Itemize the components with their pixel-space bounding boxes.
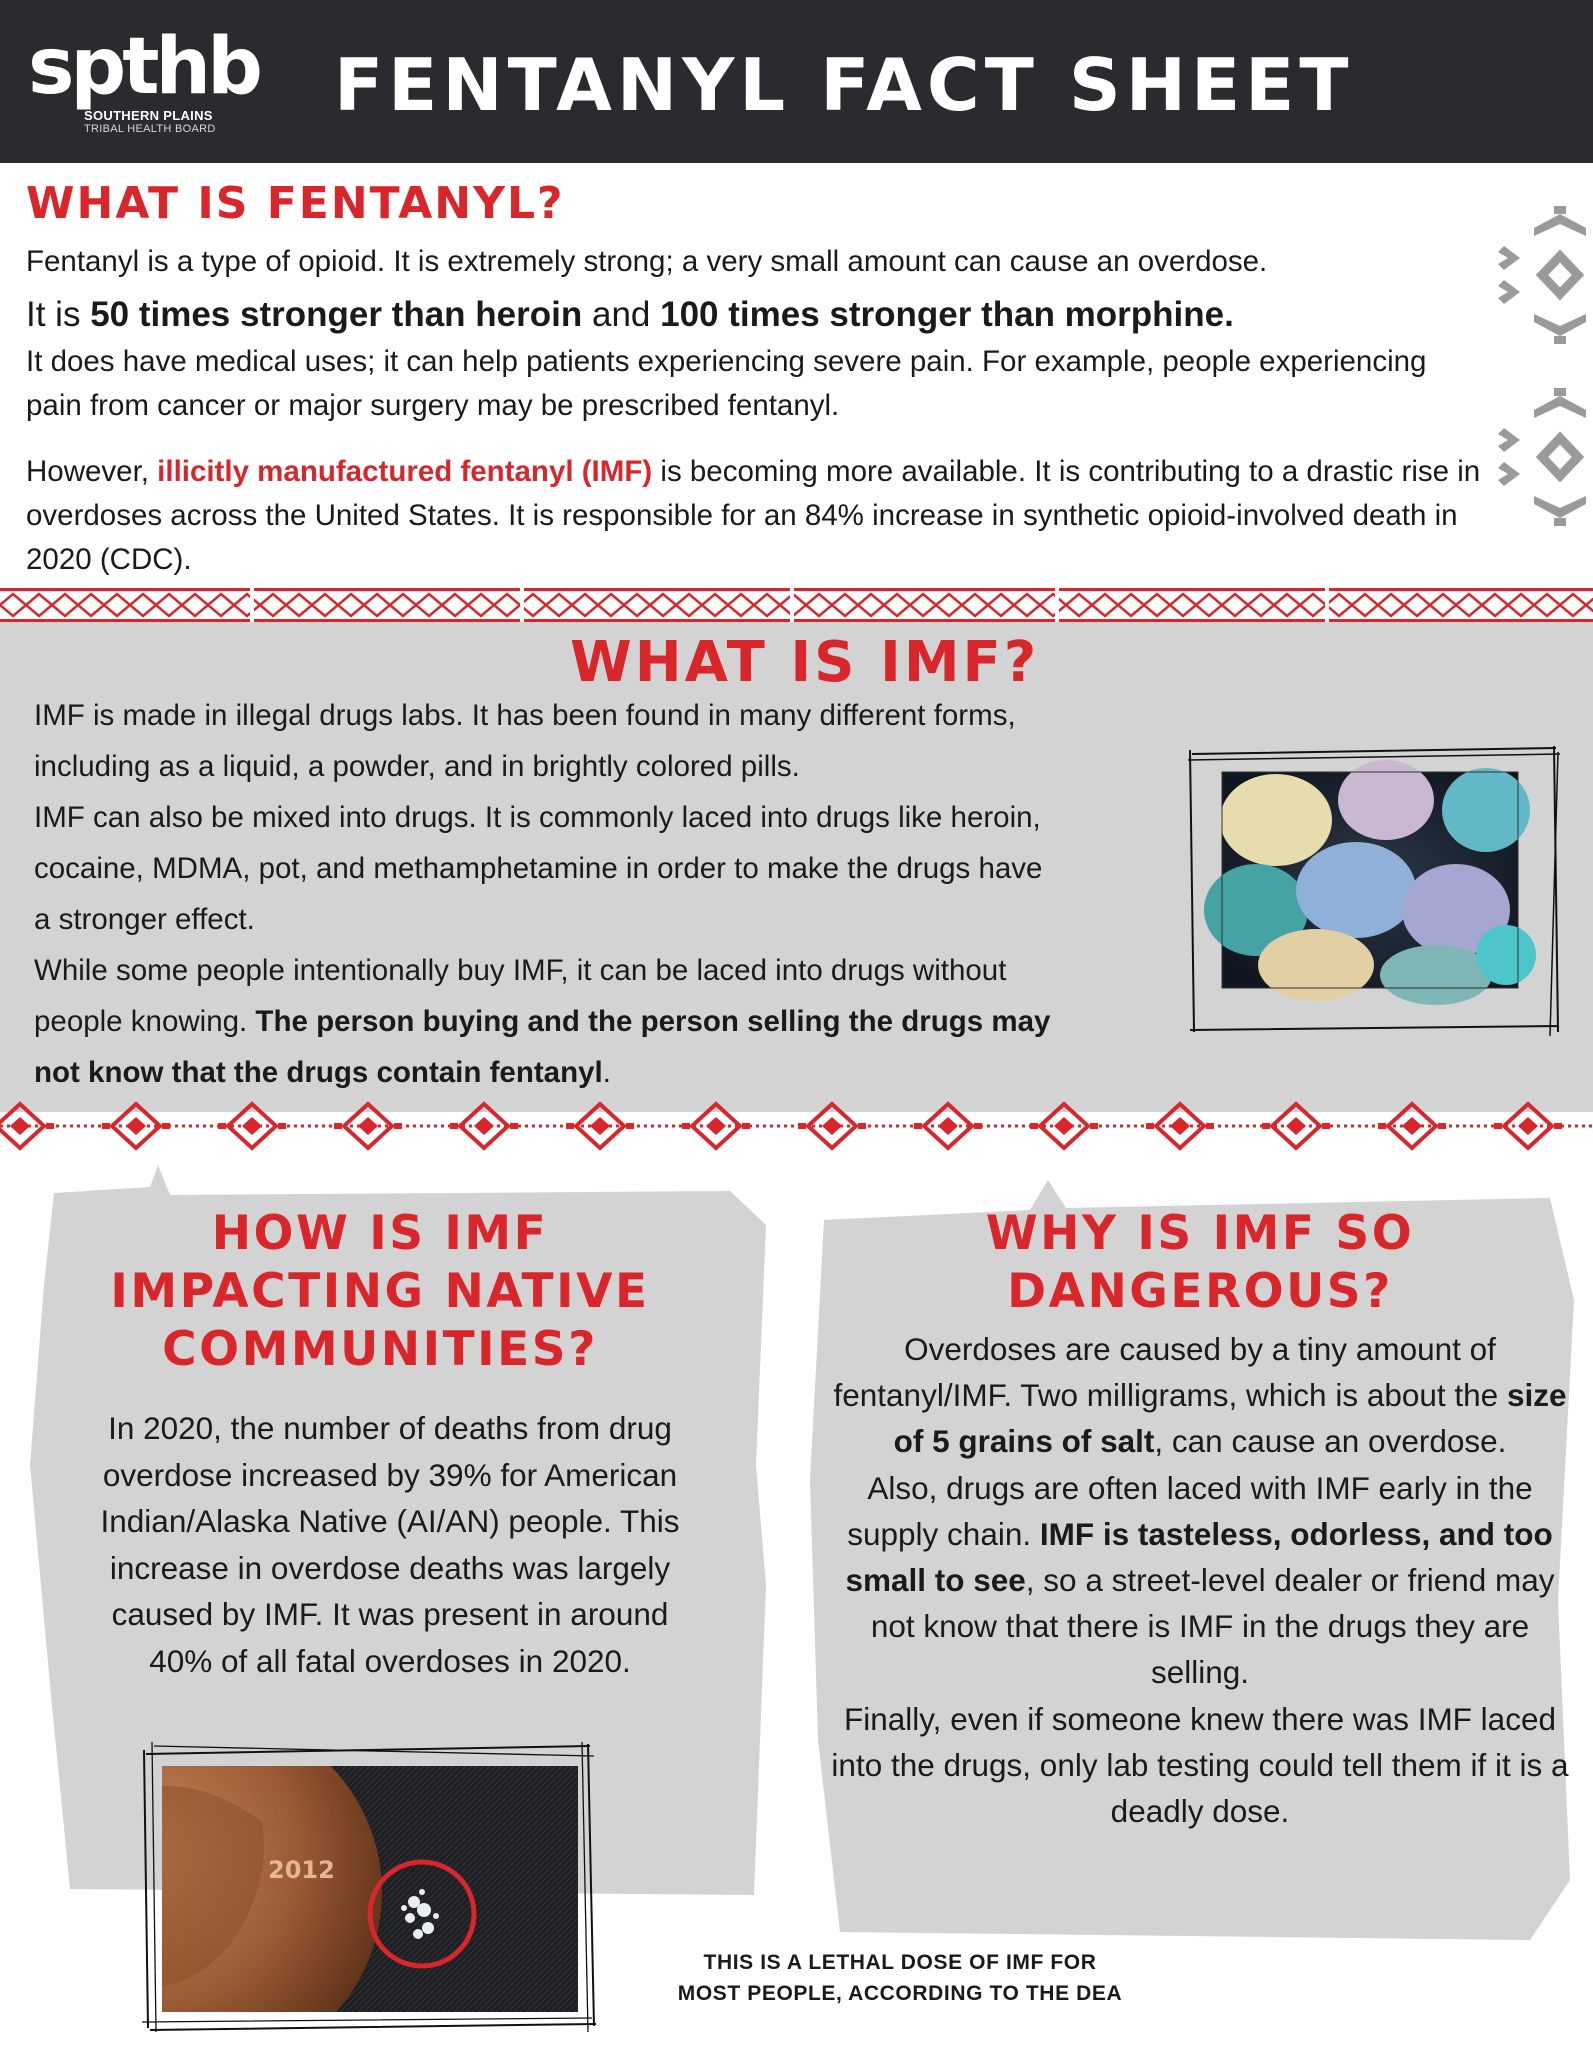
why-dangerous-text: Overdoses are caused by a tiny amount of fentanyl/IMF. Two milligrams, which is about the size of 5 grains of salt, can cause an overdose. Also, drugs are often laced with IMF early in the supply chain. IMF is tasteless, odorless, and too small to see, so a street-level dealer or friend may not know that there is IMF in the drugs they are selling. Finally, even if someone knew there was IMF laced into the drugs, only lab testing could tell them if it is a deadly dose. (831, 1331, 1569, 1830)
penny-lethal-dose-photo (142, 1742, 598, 2032)
divider-motif (914, 1104, 982, 1148)
divider-motif (566, 1104, 634, 1148)
pattern-divider-middle (0, 1098, 1593, 1154)
native-communities-text: In 2020, the number of deaths from drug overdose increased by 39% for American Indian/Alaska Native (AI/AN) people. This increase in overdose deaths was largely caused by IMF. It was present in around 40% of all fatal overdoses in 2020. (100, 1410, 680, 1679)
tribal-motif-decoration (1494, 388, 1593, 526)
org-logo (28, 22, 259, 140)
section-native-communities-title: HOW IS IMF IMPACTING NATIVE COMMUNITIES? (110, 1206, 650, 1377)
divider-motif (218, 1104, 286, 1148)
penny-caption: THIS IS A LETHAL DOSE OF IMF FOR MOST PEOPLE, ACCORDING TO THE DEA (677, 1951, 1123, 2005)
section-what-is-fentanyl-title: WHAT IS FENTANYL? (26, 178, 565, 229)
divider-motif (1146, 1104, 1214, 1148)
fentanyl-medical-use-text: It does have medical uses; it can help patients experiencing severe pain. For example, people experiencing pain from cancer or major surgery may be prescribed fentanyl. (26, 345, 1427, 422)
fentanyl-strength-text: It is 50 times stronger than heroin and 100 times stronger than morphine. (26, 295, 1234, 334)
pattern-divider-top (0, 588, 1593, 622)
logo-org-subname: TRIBAL HEALTH BOARD (84, 123, 216, 135)
divider-motif (798, 1104, 866, 1148)
section-what-is-imf-title: WHAT IS IMF? (570, 630, 1040, 695)
divider-motif (1494, 1104, 1562, 1148)
what-is-imf-text: IMF is made in illegal drugs labs. It has been found in many different forms, including as a liquid, a powder, and in brightly colored pills. IMF can also be mixed into drugs. It is commonly laced into drugs like heroin, cocaine, MDMA, pot, and methamphetamine in order to make the drugs have a stronger effect. While some people intentionally buy IMF, it can be laced into drugs without people knowing. The person buying and the person selling the drugs may not know that the drugs contain fentanyl. (34, 699, 1051, 1089)
logo-mark: spthb (28, 22, 259, 112)
pills-photo (1186, 740, 1562, 1036)
penny-year: 2012 (268, 1856, 335, 1884)
fentanyl-intro-text: Fentanyl is a type of opioid. It is extremely strong; a very small amount can cause an overdose. (26, 245, 1268, 278)
divider-motif (1378, 1104, 1446, 1148)
page-title: FENTANYL FACT SHEET (334, 43, 1354, 127)
section-why-dangerous-title: WHY IS IMF SO DANGEROUS? (985, 1206, 1415, 1319)
divider-motif (682, 1104, 750, 1148)
divider-motif (102, 1104, 170, 1148)
tribal-motif-decoration (1494, 206, 1593, 344)
logo-org-name: SOUTHERN PLAINS (84, 108, 213, 123)
divider-motif (1262, 1104, 1330, 1148)
divider-motif (450, 1104, 518, 1148)
divider-motif (1030, 1104, 1098, 1148)
divider-motif (334, 1104, 402, 1148)
imf-intro-text: However, illicitly manufactured fentanyl (IMF) is becoming more available. It is contributing to a drastic rise in overdoses across the United States. It is responsible for an 84% increase in synthetic opioid-involved death in 2020 (CDC). (26, 455, 1481, 576)
